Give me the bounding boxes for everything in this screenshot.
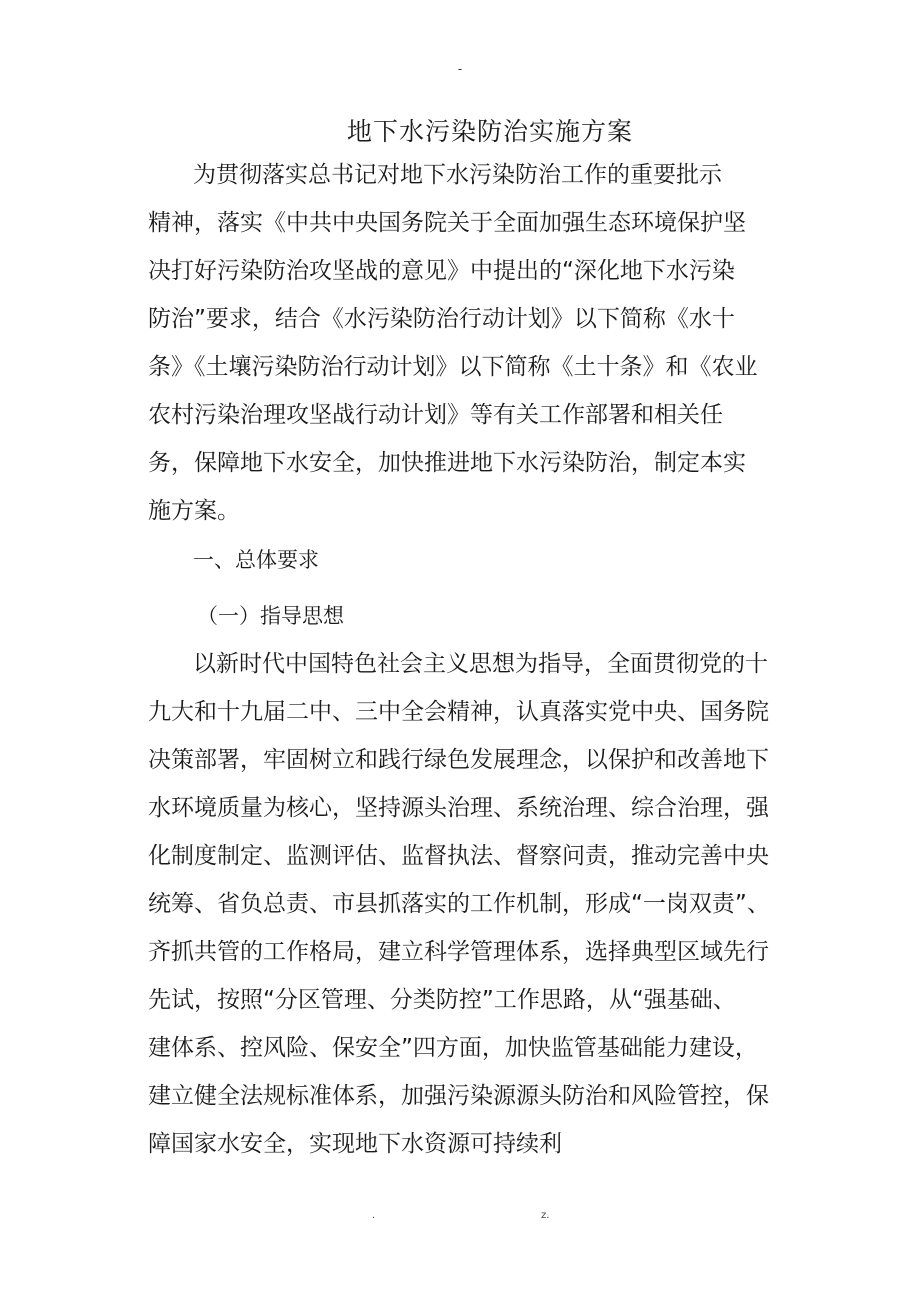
text-line: 为贯彻落实总书记对地下水污染防治工作的重要批示 xyxy=(193,162,722,188)
text-line: 建体系、控风险、保安全”四方面，加快监管基础能力建设， xyxy=(148,1035,758,1061)
section-heading: 一、总体要求 xyxy=(193,548,319,572)
document-title: 地下水污染防治实施方案 xyxy=(346,117,633,146)
footer-dot: . xyxy=(372,1210,376,1221)
text-line: 障国家水安全，实现地下水资源可持续利 xyxy=(148,1131,562,1157)
text-line: 防治”要求，结合《水污染防治行动计划》以下简称《水十 xyxy=(148,306,735,332)
subsection-heading: （一）指导思想 xyxy=(197,604,344,628)
text-line: 施方案。 xyxy=(148,498,240,524)
text-line: 化制度制定、监测评估、监督执法、督察问责，推动完善中央 xyxy=(148,843,769,869)
text-line: 决策部署，牢固树立和践行绿色发展理念，以保护和改善地下 xyxy=(148,747,769,773)
text-line: 以新时代中国特色社会主义思想为指导，全面贯彻党的十 xyxy=(193,651,768,677)
text-line: 建立健全法规标准体系，加强污染源源头防治和风险管控，保 xyxy=(148,1083,769,1109)
text-line: 精神，落实《中共中央国务院关于全面加强生态环境保护坚 xyxy=(148,210,746,236)
text-line: 水环境质量为核心，坚持源头治理、系统治理、综合治理，强 xyxy=(148,795,769,821)
text-line: 务，保障地下水安全，加快推进地下水污染防治，制定本实 xyxy=(148,450,746,476)
text-line: 九大和十九届二中、三中全会精神，认真落实党中央、国务院 xyxy=(148,699,769,725)
text-line: 先试，按照“分区管理、分类防控”工作思路，从“强基础、 xyxy=(148,987,736,1013)
footer-mark: z. xyxy=(541,1210,550,1221)
header-mark: - xyxy=(457,62,463,76)
text-line: 农村污染治理攻坚战行动计划》等有关工作部署和相关任 xyxy=(148,402,723,428)
text-line: 齐抓共管的工作格局，建立科学管理体系，选择典型区域先行 xyxy=(148,939,769,965)
text-line: 决打好污染防治攻坚战的意见》中提出的“深化地下水污染 xyxy=(148,258,735,284)
text-line: 统筹、省负总责、市县抓落实的工作机制，形成“一岗双责”、 xyxy=(148,891,770,917)
text-line: 条》《土壤污染防治行动计划》以下简称《土十条》和《农业 xyxy=(148,354,758,380)
